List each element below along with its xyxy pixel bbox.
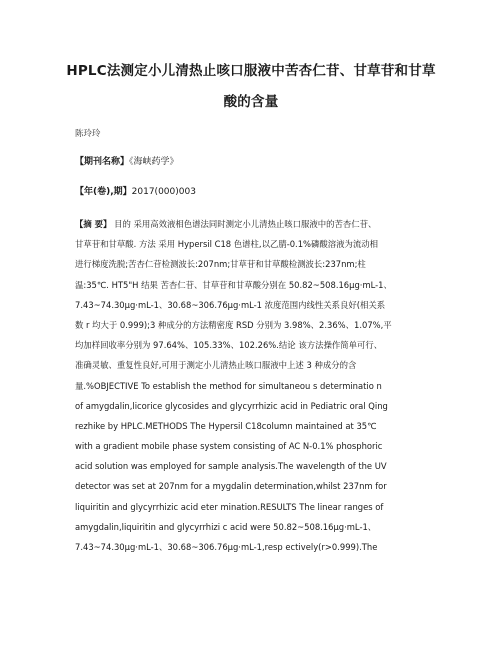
abstract-line: with a gradient mobile phase system consisting of AC N-0.1% phosphoric [75,441,383,452]
journal-name-value: 《海峡药学》 [129,157,179,167]
abstract-line: detector was set at 207nm for a mygdalin determination,whilst 237nm for [75,481,387,492]
year-volume-issue-value: 2017(000)003 [131,187,196,197]
author: 陈玲玲 [75,129,101,139]
abstract-line [75,214,435,234]
abstract-line: 准确灵敏、重复性良好,可用于测定小儿清热止咳口服液中上述 3 种成分的含 [75,360,357,371]
journal-name-row [75,154,179,167]
abstract-line: 均加样回收率分别为 97.64%、105.33%、102.26%.结论 该方法操作简单可行、 [75,340,383,351]
abstract-line: liquiritin and glycyrrhizic acid eter mination.RESULTS The linear ranges of [75,501,384,512]
abstract-line: 7.43~74.30μg·mL-1、30.68~306.76μg·mL-1 浓度范围内线性关系良好(相关系 [75,299,386,310]
journal-name-label: 【期刊名称】 [75,157,130,167]
abstract-label: 【摘 要】 [75,219,112,229]
abstract-line: 7.43~74.30μg·mL-1、30.68~306.76μg·mL-1,resp ectively(r>0.999).The [75,542,378,552]
abstract-line: 数 r 均大于 0.999);3 种成分的方法精密度 RSD 分别为 3.98%、2.36%、1.07%,平 [75,319,392,330]
paper-title-line-1: HPLC法测定小儿清热止咳口服液中苦杏仁苷、甘草苷和甘草 [66,63,436,79]
abstract-line: amygdalin,liquiritin and glycyrrhizi c acid were 50.82~508.16μg·mL-1、 [75,521,377,532]
abstract [75,214,435,557]
abstract-line: acid solution was employed for sample analysis.The wavelength of the UV [75,461,387,472]
year-volume-issue-label: 【年(卷),期】 [75,187,132,197]
abstract-line: of amygdalin,licorice glycosides and glycyrrhizic acid in Pediatric oral Qing [75,400,388,411]
abstract-line: 温:35℃. HT5"H 结果 苦杏仁苷、甘草苷和甘草酸分别在 50.82~508.16μg·mL-1、 [75,279,392,290]
abstract-line: 量.%OBJECTIVE To establish the method for simultaneou s determinatio n [75,380,382,391]
paper-title-line-2: 酸的含量 [223,94,279,110]
abstract-text: 目的 采用高效液相色谱法同时测定小儿清热止咳口服液中的苦杏仁苷、 [114,219,377,229]
abstract-line: rezhike by HPLC.METHODS The Hypersil C18column maintained at 35℃ [75,420,377,431]
year-volume-issue-row [75,184,196,197]
abstract-line: 进行梯度洗脱;苦杏仁苷检测波长:207nm;甘草苷和甘草酸检测波长:237nm;柱 [75,259,366,270]
abstract-line: 甘草苷和甘草酸. 方法 采用 Hypersil C18 色谱柱,以乙腈-0.1%磷酸溶液为流动相 [75,239,378,250]
